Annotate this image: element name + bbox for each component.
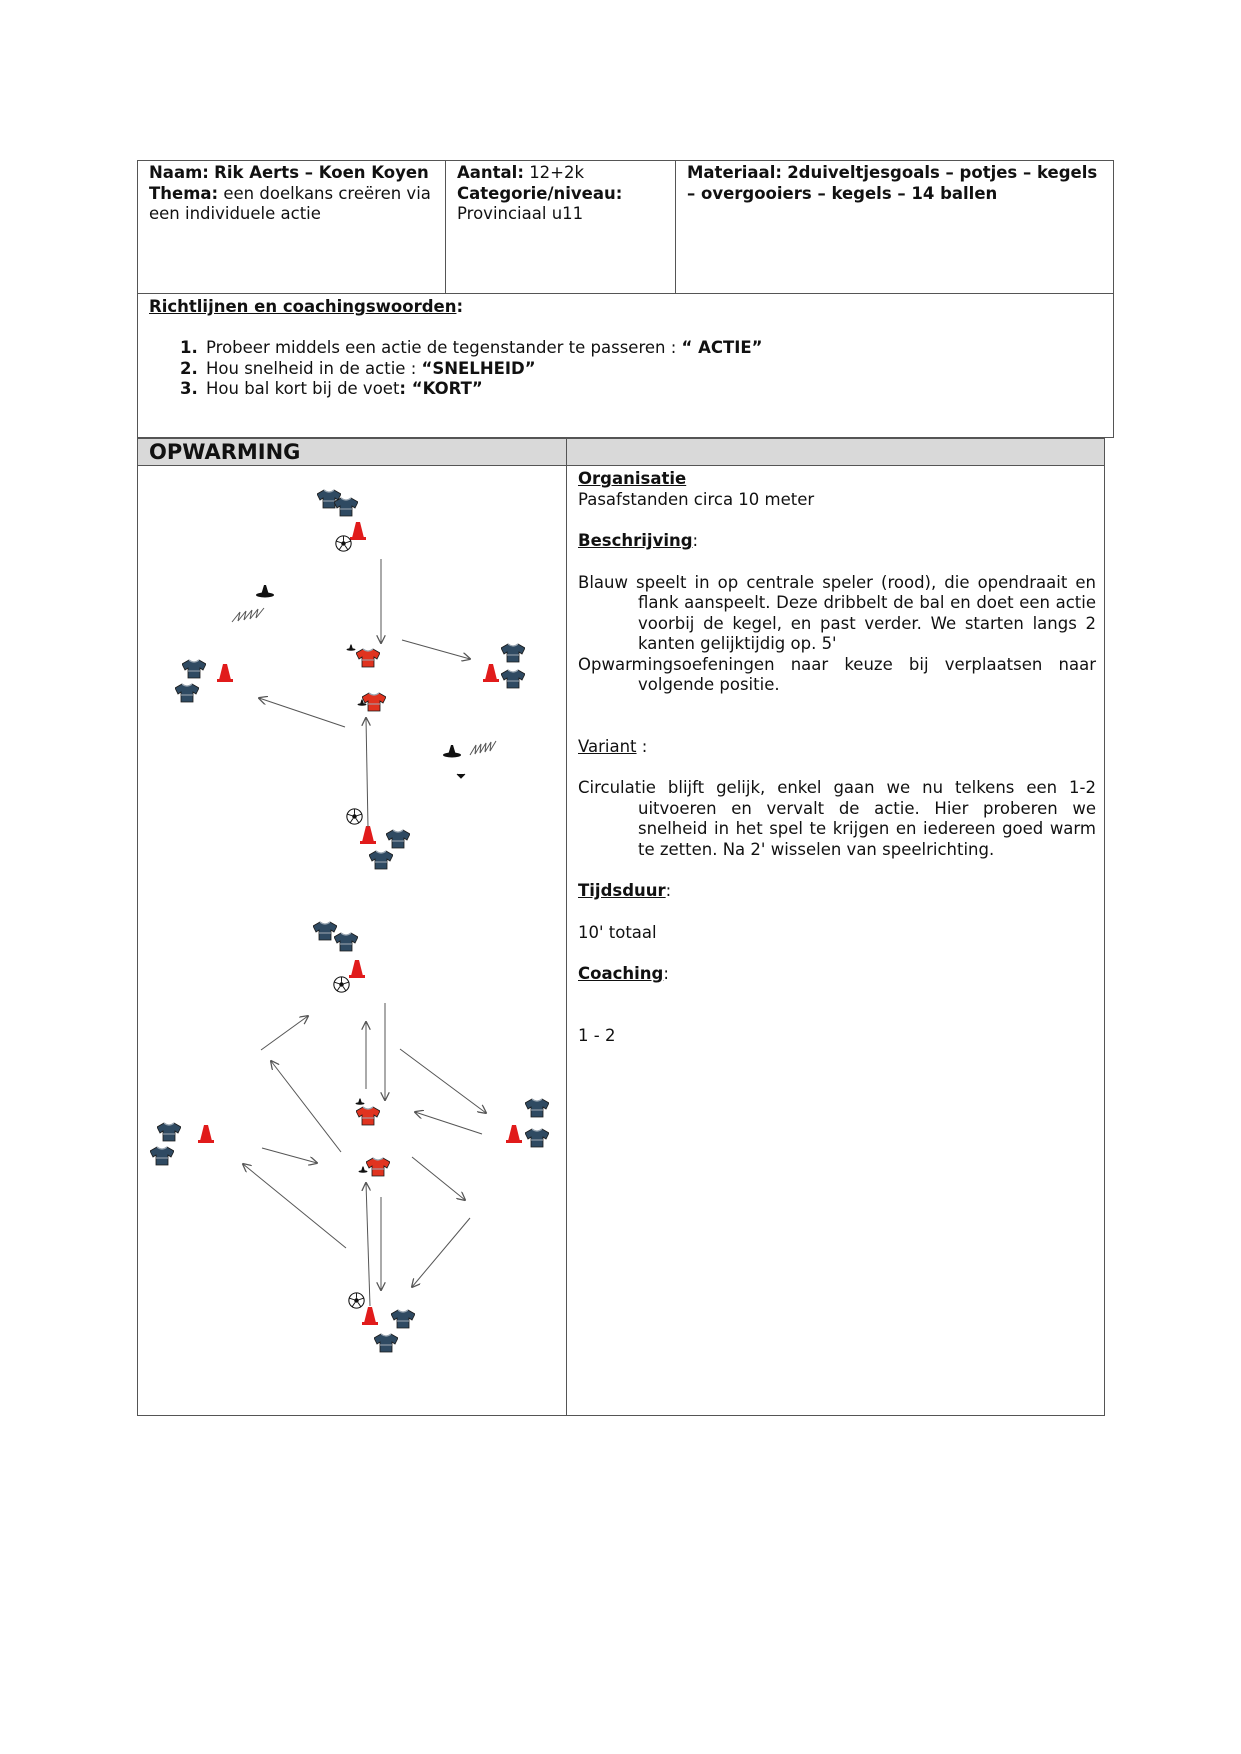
exercise-diagram [138, 466, 566, 1415]
divider [566, 438, 567, 1416]
thema-label: Thema: [149, 183, 219, 203]
variant-text: Circulatie blijft gelijk, enkel gaan we nu telkens een 1-2 uitvoeren en vervalt de actie. Hier proberen we snelheid in het spel te krijgen en iedereen goed warm te zetten. Na 2' wisselen van speelrichting. [578, 778, 1096, 859]
thema-value: een doelkans creëren via een individuele actie [149, 183, 431, 223]
guidelines-box [137, 293, 1114, 438]
arrows [243, 1003, 486, 1306]
guidelines-list [138, 338, 1098, 400]
diagram-bottom [150, 922, 549, 1352]
naam-value: Rik Aerts – Koen Koyen [214, 163, 429, 182]
variant-label: Variant [578, 736, 637, 756]
organisatie-label: Organisatie [578, 469, 687, 488]
categorie-label: Categorie/niveau: [457, 183, 623, 203]
list-item: 2. Hou snelheid in de actie : “SNELHEID” [180, 358, 536, 378]
red-cones [198, 960, 522, 1325]
section-title: OPWARMING [138, 439, 577, 465]
organisatie-text: Pasafstanden circa 10 meter [578, 489, 815, 509]
details-column: Organisatie Pasafstanden circa 10 meter Beschrijving: Blauw speelt in op centrale speler (rood), die opendraait en flank aanspeelt. Deze dribbelt de bal en doet een actie voorbij de kegel, en past verder. We starten langs 2 kanten gelijktijdig op. 5' Opwarmingsoefeningen naar keuze bij verplaatsen naar volgende positie. Variant : Circulatie blijft gelijk, enkel gaan we nu telkens een 1-2 uitvoeren en vervalt de actie. Hier proberen we snelheid in het spel te krijgen en iedereen goed warm te zetten. Na 2' wisselen van speelrichting. Tijdsduur: 10' totaal Coaching: 1 - 2 [578, 469, 1096, 1045]
guidelines-title: Richtlijnen en coachingswoorden [149, 297, 457, 316]
beschrijving-p2: Opwarmingsoefeningen naar keuze bij verplaatsen naar volgende positie. [578, 654, 1096, 694]
coaching-text: 1 - 2 [578, 1025, 616, 1045]
materiaal-value: 2duiveltjesgoals – potjes – kegels – overgooiers – kegels – 14 ballen [687, 163, 1098, 203]
tijdsduur-label: Tijdsduur [578, 881, 666, 900]
aantal-cell [446, 162, 674, 225]
materiaal-label: Materiaal: [687, 163, 782, 182]
red-players [356, 1107, 390, 1176]
black-markers [256, 585, 461, 758]
diagram-top [175, 490, 525, 869]
materiaal-cell [676, 162, 1113, 204]
naam-label: Naam: [149, 163, 209, 182]
aantal-value: 12+2k [529, 163, 585, 182]
naam-cell [138, 162, 444, 225]
list-item: 3. Hou bal kort bij de voet: “KORT” [180, 379, 483, 398]
red-players [356, 649, 386, 711]
header-bar-right [567, 439, 1104, 465]
categorie-value: Provinciaal u11 [457, 204, 584, 223]
guidelines-title-wrap: Richtlijnen en coachingswoorden: [149, 297, 464, 316]
tijdsduur-text: 10' totaal [578, 922, 657, 942]
red-cones [217, 522, 499, 844]
list-item: 1. Probeer middels een actie de tegenstander te passeren : “ ACTIE” [180, 338, 763, 357]
aantal-label: Aantal: [457, 163, 524, 182]
balls [336, 536, 362, 824]
balls [334, 977, 364, 1308]
coaching-label: Coaching [578, 964, 664, 983]
arrows [232, 559, 496, 827]
beschrijving-p1: Blauw speelt in op centrale speler (rood), die opendraait en flank aanspeelt. Deze dribbelt de bal en doet een actie voorbij de kegel, en past verder. We starten langs 2 kanten gelijktijdig op. 5' [578, 572, 1096, 653]
beschrijving-label: Beschrijving [578, 531, 693, 550]
